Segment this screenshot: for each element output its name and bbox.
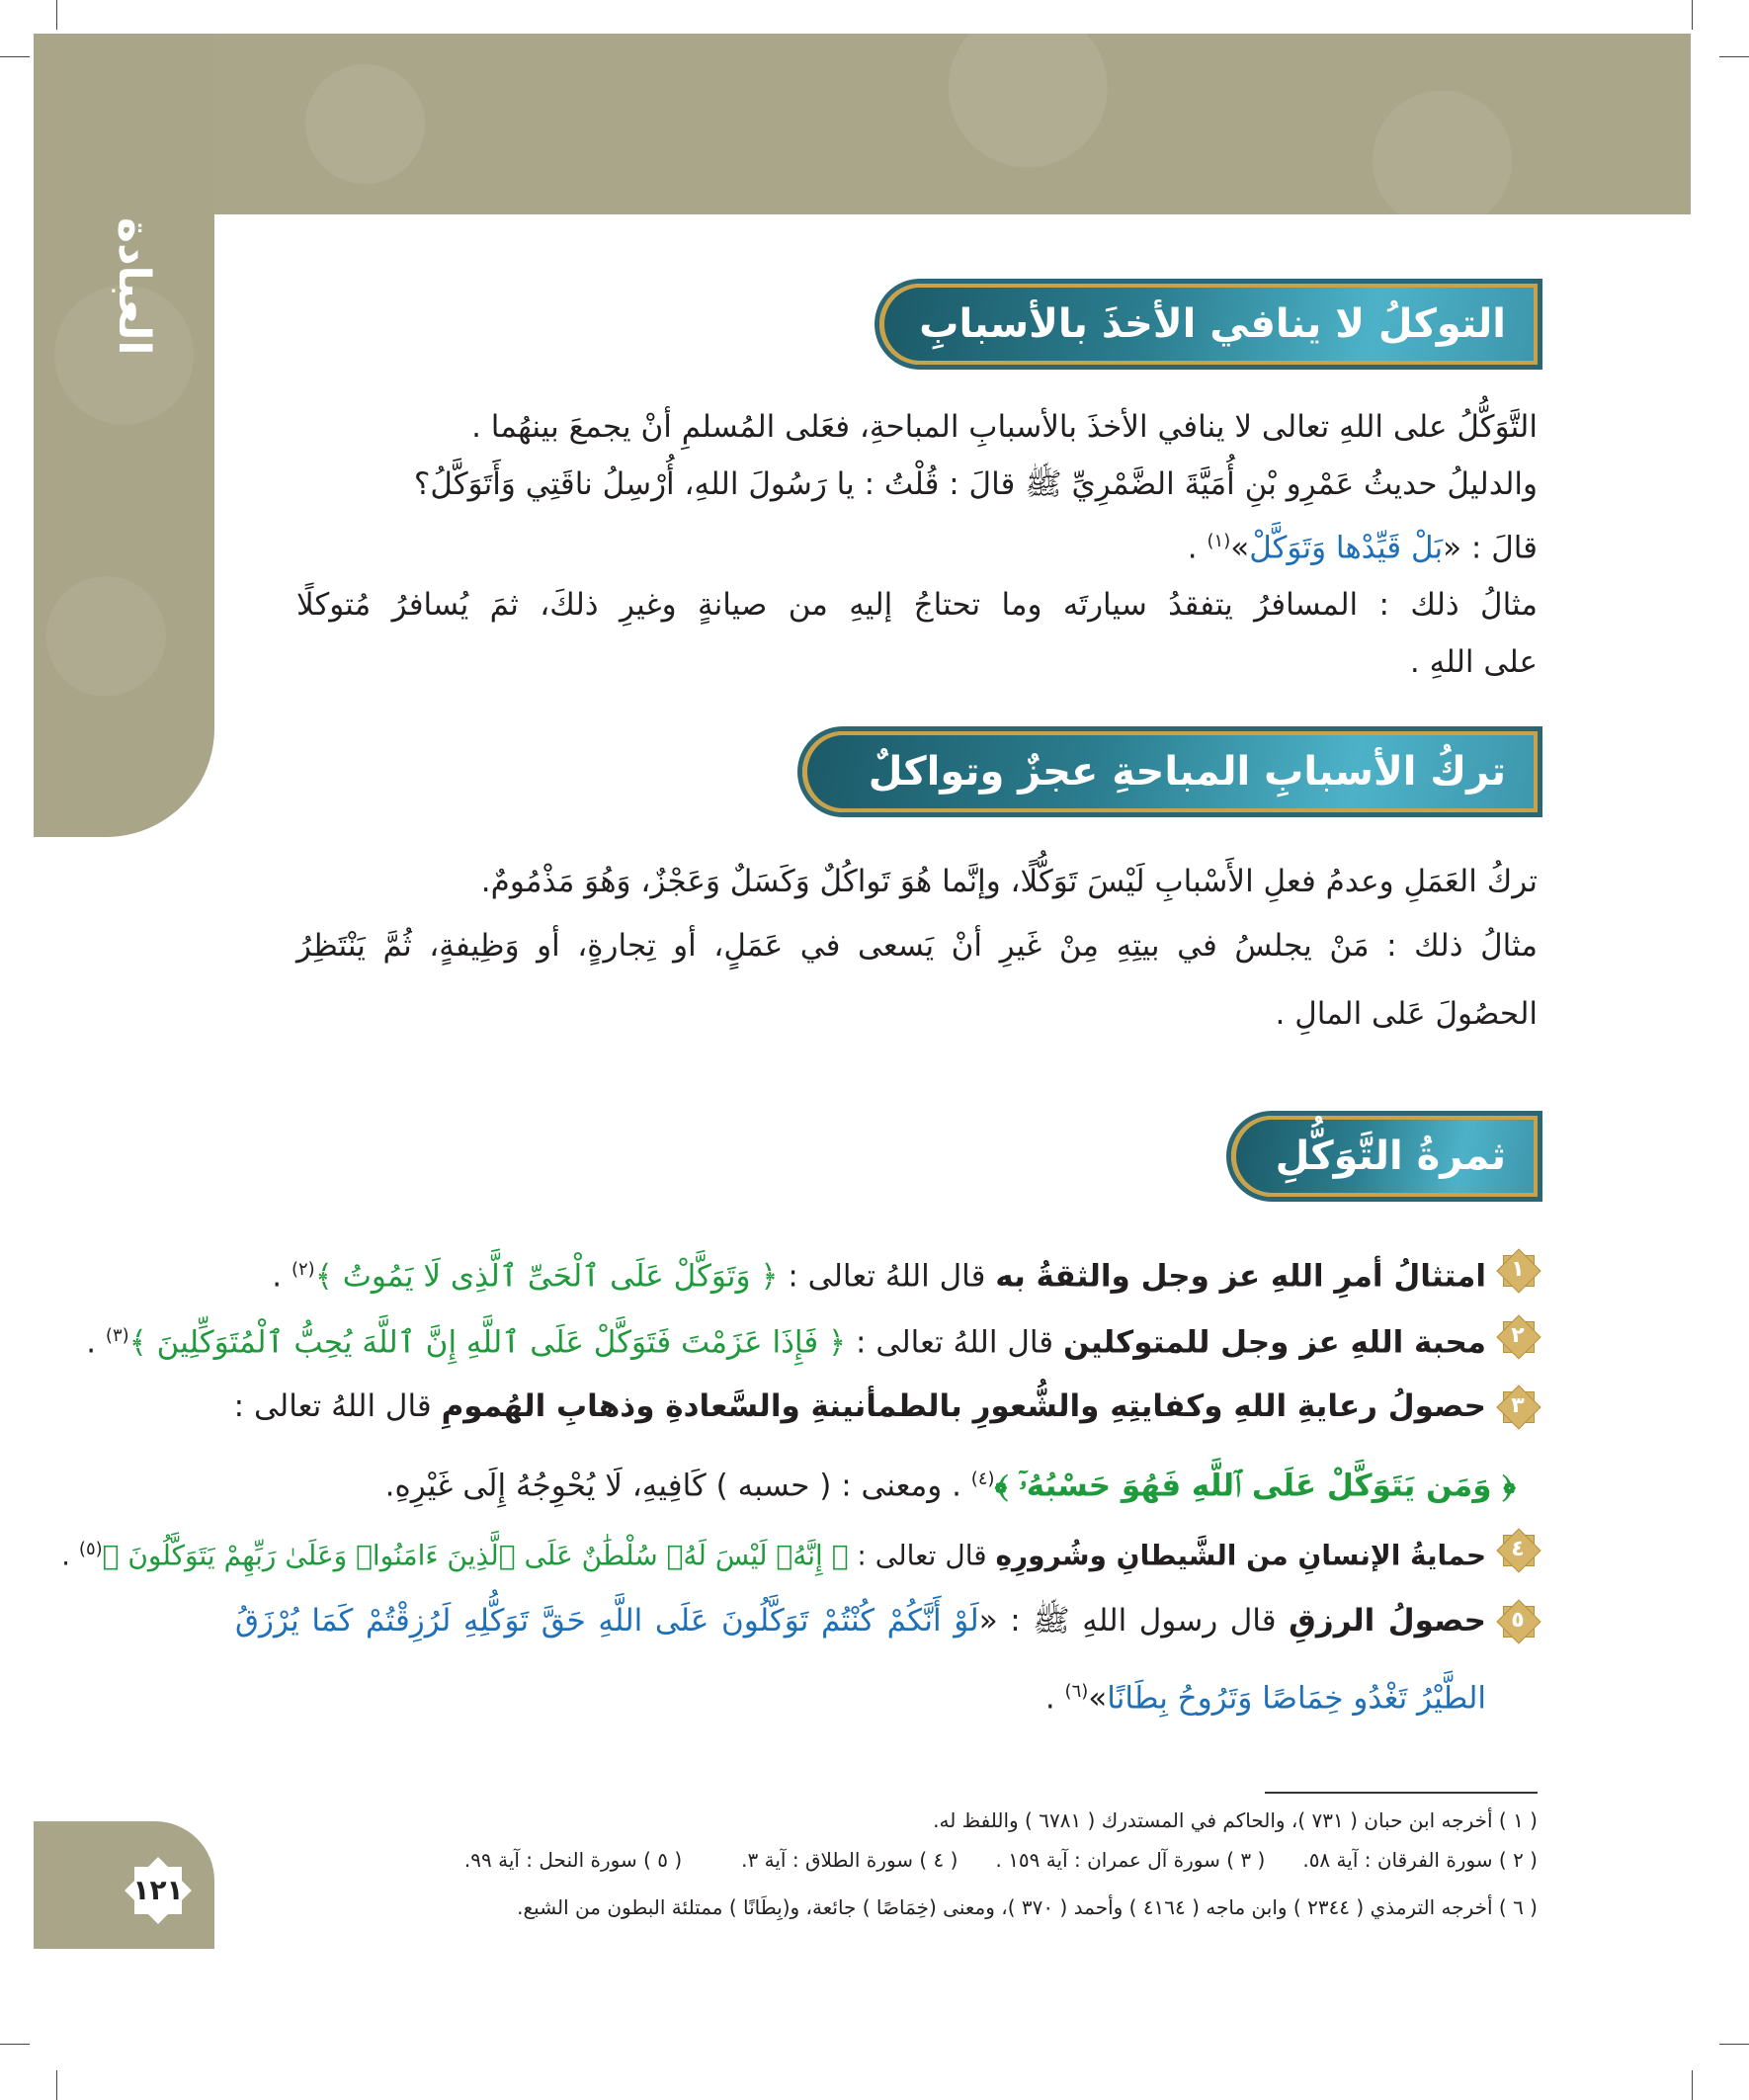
text: قال اللهُ تعالى : bbox=[778, 1258, 996, 1295]
text: قال اللهُ تعالى : bbox=[233, 1388, 442, 1424]
footnote-ref: (٦) bbox=[1064, 1681, 1089, 1702]
text: قال رسول اللهِ ﷺ : « bbox=[978, 1603, 1290, 1638]
paragraph-line: على اللهِ . bbox=[1409, 644, 1538, 680]
footnote: ( ٢ ) سورة الفرقان : آية ٥٨. bbox=[1302, 1848, 1538, 1872]
quran-verse: ﴿ إِنَّهُۥ لَيْسَ لَهُۥ سُلْطَٰنٌ عَلَى ٱلَّذِينَ ءَامَنُوا۟ وَعَلَىٰ رَبِّهِمْ يَتَوَكَّلُونَ ﴾ bbox=[102, 1539, 849, 1572]
crop-mark bbox=[1692, 0, 1693, 30]
quran-verse: ﴿ فَإِذَا عَزَمْتَ فَتَوَكَّلْ عَلَى ٱللَّهِ إِنَّ ٱللَّهَ يُحِبُّ ٱلْمُتَوَكِّلِينَ ﴾ bbox=[128, 1324, 847, 1361]
footnote-ref: (٥) bbox=[78, 1539, 103, 1559]
crop-mark bbox=[56, 2070, 57, 2100]
list-number: ٣ bbox=[1511, 1393, 1525, 1418]
page-number-badge bbox=[125, 1858, 191, 1923]
side-decorative-band bbox=[34, 34, 214, 837]
footnote: ( ٤ ) سورة الطلاق : آية ٣. bbox=[741, 1848, 958, 1872]
paragraph-line: مثالُ ذلك : مَنْ يجلسُ في بيتِهِ مِنْ غَيرِ أنْ يَسعى في عَمَلٍ، أو تِجارةٍ، أو وَظِيفةٍ، ثُمَّ يَنْتَظِرُ bbox=[296, 928, 1538, 964]
list-number-badge bbox=[1498, 1250, 1538, 1290]
list-number: ٥ bbox=[1511, 1608, 1525, 1633]
text: . bbox=[272, 1258, 292, 1295]
text: قالَ : « bbox=[1443, 530, 1538, 566]
text: . bbox=[86, 1324, 106, 1361]
text: محبة اللهِ عز وجل للمتوكلين bbox=[1062, 1324, 1486, 1361]
footnote-row bbox=[464, 1848, 1538, 1872]
text: امتثالُ أمرِ اللهِ عز وجل والثقةُ به bbox=[995, 1258, 1486, 1295]
crop-mark bbox=[56, 0, 57, 30]
list-item-continuation bbox=[1045, 1670, 1486, 1720]
footnote-ref: (٢) bbox=[291, 1259, 315, 1280]
crop-mark bbox=[1719, 56, 1749, 57]
footnote: ( ١ ) أخرجه ابن حبان ( ٧٣١ )، والحاكم في المستدرك ( ٦٧٨١ ) واللفظ له. bbox=[933, 1808, 1538, 1832]
quran-verse: ﴿ وَمَن يَتَوَكَّلْ عَلَى ٱللَّهِ فَهُوَ حَسْبُهُۥٓ ﴾ bbox=[994, 1468, 1516, 1504]
footnote-divider bbox=[1265, 1792, 1538, 1794]
footnote: ( ٦ ) أخرجه الترمذي ( ٢٣٤٤ ) وابن ماجه ( ٤١٦٤ ) وأحمد ( ٣٧٠ )، ومعنى (خِمَاصًا ) جائعة، و(بِطَانًا ) ممتلئة البطون من الشبع. bbox=[517, 1895, 1538, 1919]
paragraph-line: والدليلُ حديثُ عَمْرِو بْنِ أُمَيَّةَ الضَّمْرِيِّ ﷺ قالَ : قُلْتُ : يا رَسُولَ اللهِ، أُرْسِلُ ناقَتِي وَأَتَوَكَّلُ؟ bbox=[413, 466, 1538, 502]
heading-text: ثمرةُ التَّوَكُّلِ bbox=[1275, 1134, 1506, 1179]
list-number-badge bbox=[1498, 1316, 1538, 1356]
list-item bbox=[235, 1599, 1486, 1642]
list-number-badge bbox=[1498, 1601, 1538, 1640]
paragraph-line: التَّوَكُّلُ على اللهِ تعالى لا ينافي الأخذَ بالأسبابِ المباحةِ، فعَلى المُسلمِ أنْ يجمعَ بينهُما . bbox=[471, 409, 1538, 445]
heading-text: التوكلُ لا ينافي الأخذَ بالأسبابِ bbox=[919, 301, 1506, 347]
paragraph-line bbox=[1188, 520, 1538, 569]
paragraph-line: مثالُ ذلك : المسافرُ يتفقدُ سيارتَه وما تحتاجُ إليهِ من صيانةٍ وغيرِ ذلكَ، ثمَ يُسافرُ مُتوكلًا bbox=[296, 587, 1538, 623]
footnote-ref: (٤) bbox=[970, 1469, 995, 1489]
list-number: ١ bbox=[1511, 1257, 1525, 1282]
page-number: ١٢١ bbox=[132, 1874, 184, 1906]
hadith-text: لَوْ أَنَّكُمْ كُنْتُمْ تَوَكَّلُونَ عَلَى اللَّهِ حَقَّ تَوَكُّلِهِ لَرُزِقْتُمْ كَمَا يُرْزَقُ bbox=[235, 1603, 979, 1638]
list-number: ٢ bbox=[1511, 1323, 1525, 1348]
list-item bbox=[234, 1385, 1486, 1428]
list-number-badge bbox=[1498, 1386, 1538, 1426]
section-heading-2 bbox=[802, 731, 1538, 812]
crop-mark bbox=[1692, 2070, 1693, 2100]
section-heading-3 bbox=[1231, 1116, 1538, 1197]
list-item bbox=[272, 1248, 1486, 1298]
footnote: ( ٥ ) سورة النحل : آية ٩٩. bbox=[463, 1848, 683, 1872]
text: قال اللهُ تعالى : bbox=[846, 1324, 1063, 1361]
quran-verse: ﴿ وَتَوَكَّلْ عَلَى ٱلْحَىِّ ٱلَّذِى لَا يَمُوتُ ﴾ bbox=[314, 1258, 779, 1295]
text: » bbox=[1230, 530, 1250, 566]
crop-mark bbox=[1719, 2044, 1749, 2045]
text: . bbox=[1187, 530, 1208, 566]
paragraph-line: الحصُولَ عَلى المالِ . bbox=[1275, 996, 1538, 1032]
text: » bbox=[1088, 1680, 1108, 1717]
crop-mark bbox=[0, 2044, 30, 2045]
list-number: ٤ bbox=[1511, 1537, 1525, 1561]
list-number-badge bbox=[1498, 1530, 1538, 1569]
text: . bbox=[61, 1539, 79, 1572]
list-item bbox=[86, 1314, 1486, 1364]
footnote-ref: (٣) bbox=[105, 1325, 129, 1346]
list-item bbox=[61, 1528, 1486, 1577]
footnote-ref: (١) bbox=[1207, 531, 1231, 551]
footnote: ( ٣ ) سورة آل عمران : آية ١٥٩ . bbox=[995, 1848, 1266, 1872]
text: حصولُ رعايةِ اللهِ وكفايتِهِ والشُّعورِ بالطمأنينةِ والسَّعادةِ وذهابِ الهُمومِ bbox=[441, 1388, 1486, 1424]
hadith-text: بَلْ قَيِّدْها وَتَوَكَّلْ bbox=[1249, 530, 1444, 566]
text: قال تعالى : bbox=[848, 1539, 996, 1572]
text: حصولُ الرزقِ bbox=[1289, 1603, 1486, 1638]
text: . bbox=[1044, 1680, 1065, 1717]
crop-mark bbox=[0, 56, 30, 57]
top-decorative-band bbox=[34, 34, 1691, 214]
chapter-label: العبادة bbox=[109, 217, 159, 356]
text: . ومعنى : ( حسبه ) كَافِيهِ، لَا يُحْوِجُهُ إِلَى غَيْرِهِ. bbox=[384, 1468, 971, 1504]
section-heading-1 bbox=[879, 284, 1538, 365]
text: حمايةُ الإنسانِ من الشَّيطانِ وشُرورِهِ bbox=[995, 1539, 1486, 1572]
heading-text: تركُ الأسبابِ المباحةِ عجزٌ وتواكلٌ bbox=[868, 749, 1506, 795]
hadith-text: الطَّيْرُ تَغْدُو خِمَاصًا وَتَرُوحُ بِطَانًا bbox=[1107, 1680, 1486, 1717]
list-item-continuation bbox=[385, 1458, 1516, 1507]
paragraph-line: تركُ العَمَلِ وعدمُ فعلِ الأَسْبابِ لَيْسَ تَوَكُّلًا، وإنَّما هُوَ تَواكُلٌ وَكَسَلٌ وَعَجْزٌ، وَهُوَ مَذْمُومٌ. bbox=[480, 864, 1538, 899]
